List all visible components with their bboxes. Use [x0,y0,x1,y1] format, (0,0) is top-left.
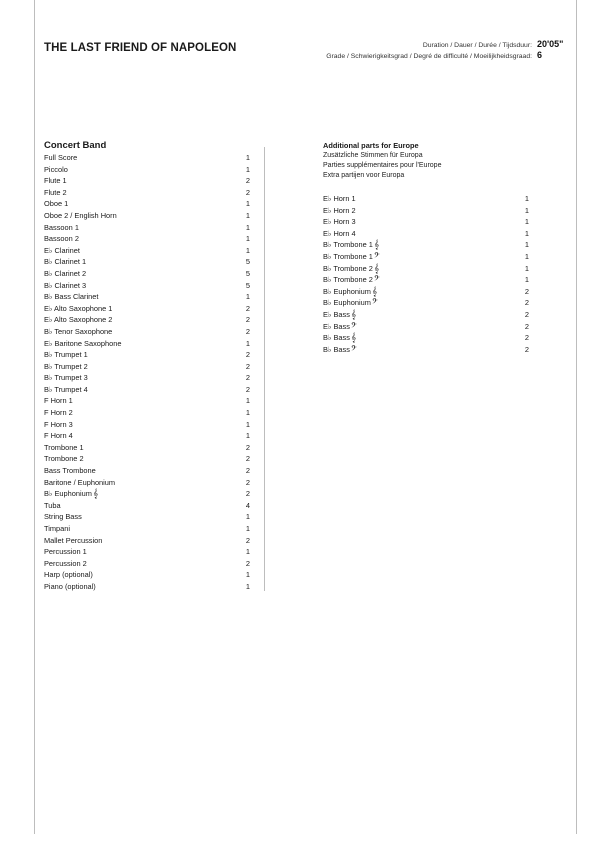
part-name: Tuba [44,500,61,510]
part-quantity: 2 [245,535,250,545]
part-row [44,477,250,489]
part-name: Oboe 1 [44,199,69,209]
clef-icon: 𝄢 [350,344,357,355]
part-name: B♭ Trumpet 1 [44,350,88,360]
europe-subheading-de: Zusätzliche Stimmen für Europa [323,152,423,159]
part-name: B♭ Trombone 2 [323,263,373,273]
duration-row [326,39,567,50]
part-row [44,430,250,442]
page-border-right [576,0,577,834]
part-quantity: 2 [245,315,250,325]
part-name: E♭ Horn 3 [323,217,356,227]
part-row [44,152,250,164]
part-quantity: 1 [524,194,529,203]
part-row [44,233,250,245]
part-row [44,384,250,396]
part-name: Mallet Percussion [44,535,103,545]
europe-subheading-fr: Parties supplémentaires pour l'Europe [323,162,442,169]
part-row [44,303,250,315]
part-quantity: 1 [245,164,250,174]
part-name: Trombone 1 [44,442,84,452]
part-row [44,372,250,384]
part-row [323,297,529,309]
part-row [44,268,250,280]
part-quantity: 1 [245,338,250,348]
page-title: THE LAST FRIEND OF NAPOLEON [44,42,237,54]
part-row [323,251,529,263]
part-row [323,274,529,286]
part-name: B♭ Clarinet 1 [44,257,87,267]
part-name: Bassoon 2 [44,234,79,244]
part-name: B♭ Bass [323,333,350,343]
part-quantity: 1 [245,570,250,580]
grade-value: 6 [537,50,543,60]
part-name: Full Score [44,153,78,162]
part-quantity: 2 [524,309,529,319]
part-quantity: 2 [245,384,250,394]
part-row [323,263,529,275]
part-name: B♭ Trumpet 2 [44,361,88,371]
part-quantity: 1 [245,222,250,232]
part-row [44,291,250,303]
part-name: B♭ Euphonium [323,298,371,308]
part-quantity: 2 [524,286,529,296]
part-quantity: 1 [245,153,250,162]
part-name: B♭ Euphonium [323,286,371,296]
part-quantity: 2 [245,454,250,464]
clef-icon: 𝄢 [371,298,378,309]
part-row [44,395,250,407]
europe-subheading-nl: Extra partijen voor Europa [323,172,405,179]
clef-icon: 𝄢 [350,321,357,332]
concert-band-heading: Concert Band [44,140,107,151]
column-divider [264,147,265,591]
part-row [323,228,529,240]
part-quantity: 1 [524,240,529,250]
part-row [44,407,250,419]
clef-icon: 𝄞 [92,489,99,500]
part-quantity: 2 [524,298,529,308]
part-quantity: 2 [245,489,250,499]
concert-band-parts-list [44,152,250,593]
part-quantity: 1 [524,263,529,273]
part-row [323,332,529,344]
part-name: B♭ Trumpet 3 [44,373,88,383]
piece-metadata [326,39,567,61]
part-quantity: 1 [245,512,250,522]
part-quantity: 1 [245,547,250,557]
part-name: F Horn 3 [44,419,73,429]
page-border-left [34,0,35,834]
part-name: E♭ Horn 2 [323,205,356,215]
part-quantity: 1 [245,419,250,429]
part-name: Flute 2 [44,187,67,197]
part-quantity: 2 [524,344,529,354]
part-name: String Bass [44,512,82,522]
part-row [323,193,529,205]
part-row [44,314,250,326]
part-name: E♭ Bass [323,321,350,331]
part-quantity: 5 [245,257,250,267]
part-name: E♭ Horn 4 [323,228,356,238]
part-name: B♭ Bass Clarinet [44,292,99,302]
part-quantity: 2 [245,350,250,360]
part-quantity: 1 [245,234,250,244]
part-quantity: 1 [524,251,529,261]
part-name: Percussion 1 [44,547,87,557]
part-name: E♭ Baritone Saxophone [44,338,122,348]
part-quantity: 1 [245,581,250,591]
part-row [44,361,250,373]
part-quantity: 1 [245,292,250,302]
part-row [44,210,250,222]
part-row [44,558,250,570]
part-row [44,442,250,454]
part-quantity: 2 [245,466,250,476]
part-name: B♭ Tenor Saxophone [44,326,113,336]
part-row [323,286,529,298]
part-row [44,256,250,268]
part-name: F Horn 2 [44,408,73,418]
part-name: E♭ Alto Saxophone 1 [44,303,113,313]
duration-label: Duration / Dauer / Durée / Tijdsduur: [422,42,532,49]
part-row [44,488,250,500]
part-row [323,321,529,333]
part-quantity: 2 [245,442,250,452]
part-name: F Horn 4 [44,431,73,441]
part-quantity: 1 [245,199,250,209]
part-name: B♭ Clarinet 2 [44,268,87,278]
part-name: B♭ Trombone 1 [323,240,373,250]
part-quantity: 1 [524,275,529,285]
clef-icon: 𝄞 [373,240,380,251]
clef-icon: 𝄢 [373,251,380,262]
part-quantity: 5 [245,280,250,290]
europe-parts-heading: Additional parts for Europe [323,141,419,150]
part-row [323,205,529,217]
part-quantity: 2 [245,477,250,487]
part-quantity: 1 [245,245,250,255]
part-quantity: 2 [245,187,250,197]
part-name: B♭ Trumpet 4 [44,384,88,394]
grade-row [326,50,567,61]
part-name: E♭ Horn 1 [323,194,356,203]
part-name: Oboe 2 / English Horn [44,210,117,220]
part-row [44,465,250,477]
part-row [44,198,250,210]
part-quantity: 1 [245,431,250,441]
part-name: Bassoon 1 [44,222,79,232]
part-quantity: 1 [245,210,250,220]
part-row [44,523,250,535]
part-row [44,222,250,234]
part-row [44,175,250,187]
part-quantity: 2 [524,321,529,331]
part-name: E♭ Clarinet [44,245,80,255]
part-quantity: 2 [245,558,250,568]
part-row [44,453,250,465]
part-quantity: 2 [245,303,250,313]
part-row [44,569,250,581]
europe-parts-list [323,193,529,355]
part-name: Piccolo [44,164,68,174]
part-name: Percussion 2 [44,558,87,568]
part-name: B♭ Clarinet 3 [44,280,87,290]
part-row [323,239,529,251]
part-row [44,187,250,199]
part-row [44,511,250,523]
part-quantity: 4 [245,500,250,510]
part-name: B♭ Euphonium [44,489,92,499]
part-row [44,419,250,431]
part-row [323,216,529,228]
part-row [44,280,250,292]
part-quantity: 1 [524,205,529,215]
part-row [44,164,250,176]
part-name: Flute 1 [44,176,67,186]
part-name: Baritone / Euphonium [44,477,116,487]
part-quantity: 2 [245,326,250,336]
part-row [44,500,250,512]
part-quantity: 1 [524,217,529,227]
part-quantity: 2 [245,361,250,371]
part-quantity: 2 [524,333,529,343]
clef-icon: 𝄞 [371,286,378,297]
grade-label: Grade / Schwierigkeitsgrad / Degré de difficulté / Moeilijkheidsgraad: [326,53,532,60]
part-row [44,535,250,547]
part-name: Trombone 2 [44,454,84,464]
part-quantity: 1 [245,524,250,533]
part-name: B♭ Trombone 1 [323,251,373,261]
part-quantity: 5 [245,268,250,278]
part-row [44,546,250,558]
part-quantity: 2 [245,176,250,186]
part-quantity: 2 [245,373,250,383]
part-quantity: 1 [524,228,529,238]
part-name: E♭ Bass [323,309,350,319]
part-quantity: 1 [245,408,250,418]
clef-icon: 𝄞 [350,309,357,320]
part-name: B♭ Trombone 2 [323,275,373,285]
part-name: Piano (optional) [44,581,96,591]
part-row [44,245,250,257]
part-row [44,581,250,593]
part-name: Timpani [44,524,71,533]
part-name: Bass Trombone [44,466,96,476]
part-row [44,326,250,338]
clef-icon: 𝄞 [350,333,357,344]
part-name: B♭ Bass [323,344,350,354]
clef-icon: 𝄢 [373,275,380,286]
part-name: Harp (optional) [44,570,93,580]
part-row [323,344,529,356]
part-name: E♭ Alto Saxophone 2 [44,315,113,325]
part-name: F Horn 1 [44,396,73,406]
duration-value: 20'05" [537,39,564,49]
clef-icon: 𝄞 [373,263,380,274]
part-row [44,338,250,350]
part-row [323,309,529,321]
part-row [44,349,250,361]
part-quantity: 1 [245,396,250,406]
